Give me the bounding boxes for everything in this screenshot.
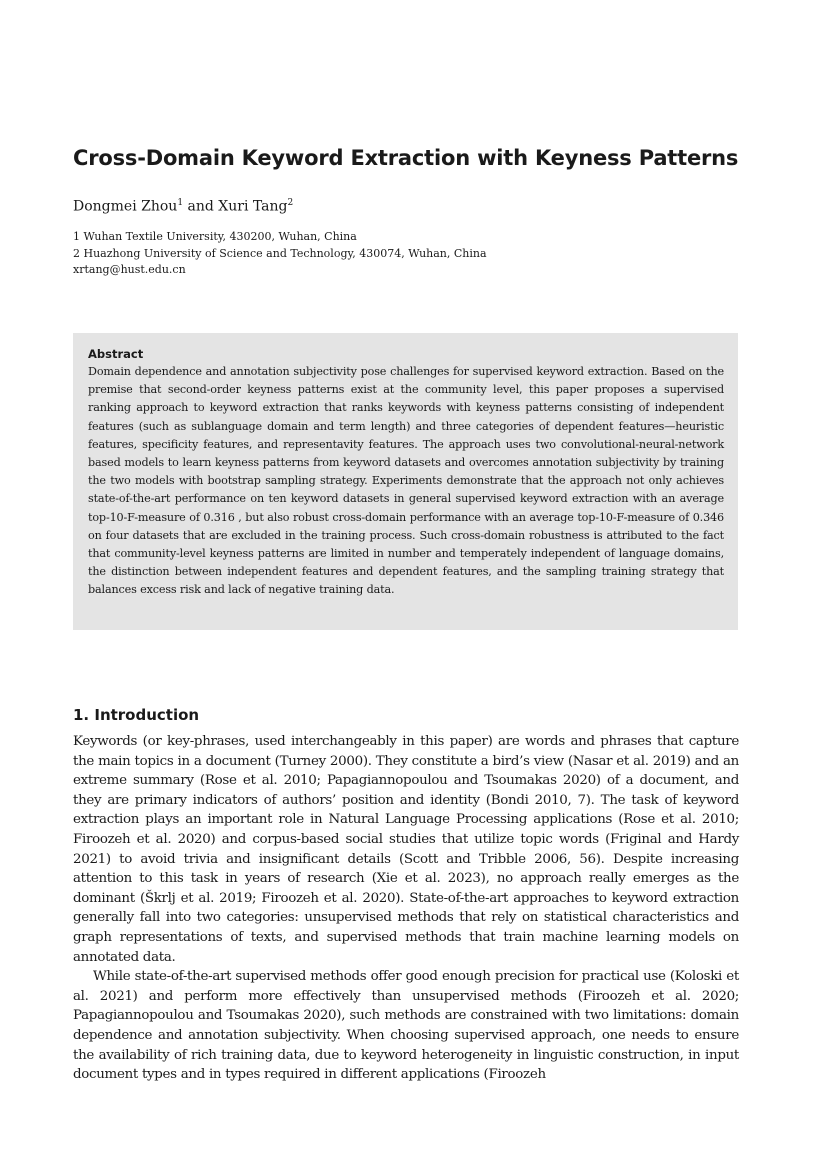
- paper-title: Cross-Domain Keyword Extraction with Keyness Patterns: [73, 146, 739, 170]
- author-line: [73, 198, 293, 215]
- affiliation-line: 2 Huazhong University of Science and Technology, 430074, Wuhan, China: [73, 246, 487, 260]
- contact-email[interactable]: xrtang@hust.edu.cn: [73, 263, 186, 276]
- body-paragraph: Keywords (or key-phrases, used interchangeably in this paper) are words and phrases that capture the main topics in a document (Turney 2000). They constitute a bird’s view (Nasar et al. 2019) and an extreme summary (Rose et al. 2010; Papagiannopoulou and Tsoumakas 2020) of a document, and they are primary indicators of authors’ position and identity (Bondi 2010, 7). The task of keyword extraction plays an important role in Natural Language Processing applications (Rose et al. 2010; Firoozeh et al. 2020) and corpus-based social studies that utilize topic words (Friginal and Hardy 2021) to avoid trivia and insignificant details (Scott and Tribble 2006, 56). Despite increasing attention to this task in years of research (Xie et al. 2023), no approach really emerges as the dominant (Škrlj et al. 2019; Firoozeh et al. 2020). State-of-the-art approaches to keyword extraction generally fall into two categories: unsupervised methods that rely on statistical characteristics and graph representations of texts, and supervised methods that train machine learning models on annotated data.: [73, 734, 739, 965]
- affiliation-marker: 1: [177, 198, 184, 208]
- affiliations: [73, 229, 487, 279]
- affiliation-marker: 2: [287, 198, 294, 208]
- abstract-text: Domain dependence and annotation subjectivity pose challenges for supervised keyword extraction. Based on the premise that second-order keyness patterns exist at the community level, this paper proposes a supervised ranking approach to keyword extraction that ranks keywords with keyness patterns consisting of independent features (such as sublanguage domain and term length) and three categories of dependent features—heuristic features, specificity features, and representavity features. The approach uses two convolutional-neural-network based models to learn keyness patterns from keyword datasets and overcomes annotation subjectivity by training the two models with bootstrap sampling strategy. Experiments demonstrate that the approach not only achieves state-of-the-art performance on ten keyword datasets in general supervised keyword extraction with an average top-10-F-measure of 0.316 , but also robust cross-domain performance with an average top-10-F-measure of 0.346 on four datasets that are excluded in the training process. Such cross-domain robustness is attributed to the fact that community-level keyness patterns are limited in number and temperately independent of language domains, the distinction between independent features and dependent features, and the sampling training strategy that balances excess risk and lack of negative training data.: [88, 365, 724, 597]
- affiliation-line: 1 Wuhan Textile University, 430200, Wuhan, China: [73, 230, 357, 243]
- author-name: Dongmei Zhou: [73, 198, 178, 215]
- body-paragraph: While state-of-the-art supervised methods offer good enough precision for practical use (Koloski et al. 2021) and perform more effectively than unsupervised methods (Firoozeh et al. 2020; Papagiannopoulou and Tsoumakas 2020), such methods are constrained with two limitations: domain dependence and annotation subjectivity. When choosing supervised approach, one needs to ensure the availability of rich training data, due to keyword heterogeneity in linguistic construction, in input document types and in types required in different applications (Firoozeh: [73, 969, 739, 1083]
- section-heading: 1. Introduction: [73, 706, 200, 724]
- abstract-heading: Abstract: [88, 347, 144, 361]
- section-body: [73, 732, 739, 1085]
- abstract-box: [73, 333, 738, 630]
- author-name: Xuri Tang: [218, 198, 288, 215]
- author-conjunction: and: [183, 198, 219, 215]
